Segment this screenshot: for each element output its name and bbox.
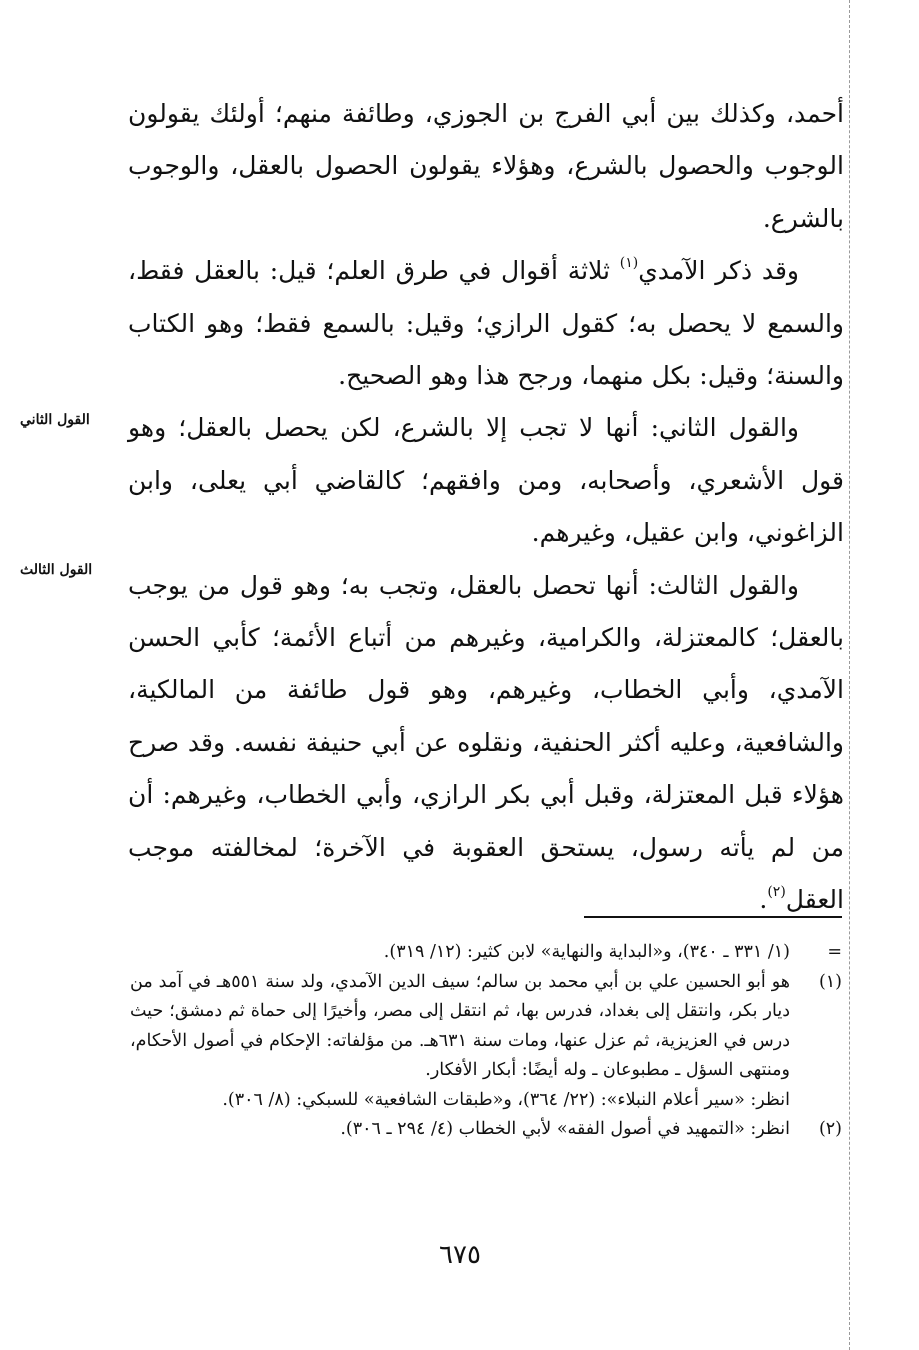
paragraph-2-text-end: ثلاثة أقوال في طرق العلم؛ قيل: بالعقل فقط، والسمع لا يحصل به؛ كقول الرازي؛ وقيل: بالسمع فقط؛ وهو الكتاب والسنة؛ وقيل: بكل منهما، ورجح هذا وهو الصحيح. xyxy=(128,256,844,391)
footnote-1 xyxy=(130,968,842,1116)
continuation-mark: = xyxy=(827,942,842,962)
page-edge-dashed-line xyxy=(849,0,850,1350)
footnote-separator xyxy=(584,916,842,918)
margin-note-third-opinion: القول الثالث xyxy=(20,562,93,578)
paragraph-2 xyxy=(128,245,844,402)
footnote-2-text: انظر: «التمهيد في أصول الفقه» لأبي الخطاب (٤/ ٢٩٤ ـ ٣٠٦). xyxy=(340,1119,790,1139)
paragraph-4-end: . xyxy=(759,885,768,915)
margin-note-second-opinion: القول الثاني xyxy=(20,412,90,428)
footnote-continuation xyxy=(130,938,842,968)
footnote-2 xyxy=(130,1115,842,1145)
footnote-ref-1: (١) xyxy=(619,255,639,272)
main-text xyxy=(128,88,844,927)
footnote-1-number: (١) xyxy=(818,971,842,992)
paragraph-1: أحمد، وكذلك بين أبي الفرج بن الجوزي، وطائفة منهم؛ أولئك يقولون الوجوب والحصول بالشرع، وهؤلاء يقولون الحصول بالعقل، والوجوب بالشرع. xyxy=(128,99,844,233)
footnotes xyxy=(130,938,842,1145)
footnote-ref-2: (٢) xyxy=(767,884,786,901)
paragraph-3: والقول الثاني: أنها لا تجب إلا بالشرع، لكن يحصل بالعقل؛ وهو قول الأشعري، وأصحابه، ومن وافقهم؛ كالقاضي أبي يعلى، وابن الزاغوني، وابن عقيل، وغيرهم. xyxy=(128,413,844,548)
paragraph-2-text-start: وقد ذكر الآمدي xyxy=(638,256,799,286)
page-number: ٦٧٥ xyxy=(439,1240,481,1270)
footnote-1-text: هو أبو الحسين علي بن أبي محمد بن سالم؛ سيف الدين الآمدي، ولد سنة ٥٥١هـ في آمد من ديار بكر، وانتقل إلى بغداد، فدرس بها، ثم انتقل إلى مصر، وأخيرًا إلى حماة ثم دمشق؛ حيث درس في العزيزية، ثم عزل عنها، ومات سنة ٦٣١هـ. من مؤلفاته: الإحكام في أصول الأحكام، ومنتهى السؤل ـ مطبوعان ـ وله أيضًا: أبكار الأفكار. xyxy=(130,971,790,1080)
paragraph-4-text: والقول الثالث: أنها تحصل بالعقل، وتجب به؛ وهو قول من يوجب بالعقل؛ كالمعتزلة، والكرامية، وغيرهم من أتباع الأئمة؛ كأبي الحسن الآمدي، وأبي الخطاب، وغيرهم، وهو قول طائفة من المالكية، والشافعية، وعليه أكثر الحنفية، ونقلوه عن أبي حنيفة نفسه. وقد صرح هؤلاء قبل المعتزلة، وقبل أبي بكر الرازي، وأبي الخطاب، وغيرهم: أن من لم يأته رسول، يستحق العقوبة في الآخرة؛ لمخالفته موجب العقل xyxy=(128,570,844,915)
footnote-1-source: انظر: «سير أعلام النبلاء»: (٢٢/ ٣٦٤)، و«طبقات الشافعية» للسبكي: (٨/ ٣٠٦). xyxy=(222,1089,790,1110)
footnote-continuation-text: (١/ ٣٣١ ـ ٣٤٠)، و«البداية والنهاية» لابن كثير: (١٢/ ٣١٩). xyxy=(383,942,790,962)
footnote-2-number: (٢) xyxy=(818,1119,842,1139)
paragraph-4 xyxy=(128,560,844,927)
